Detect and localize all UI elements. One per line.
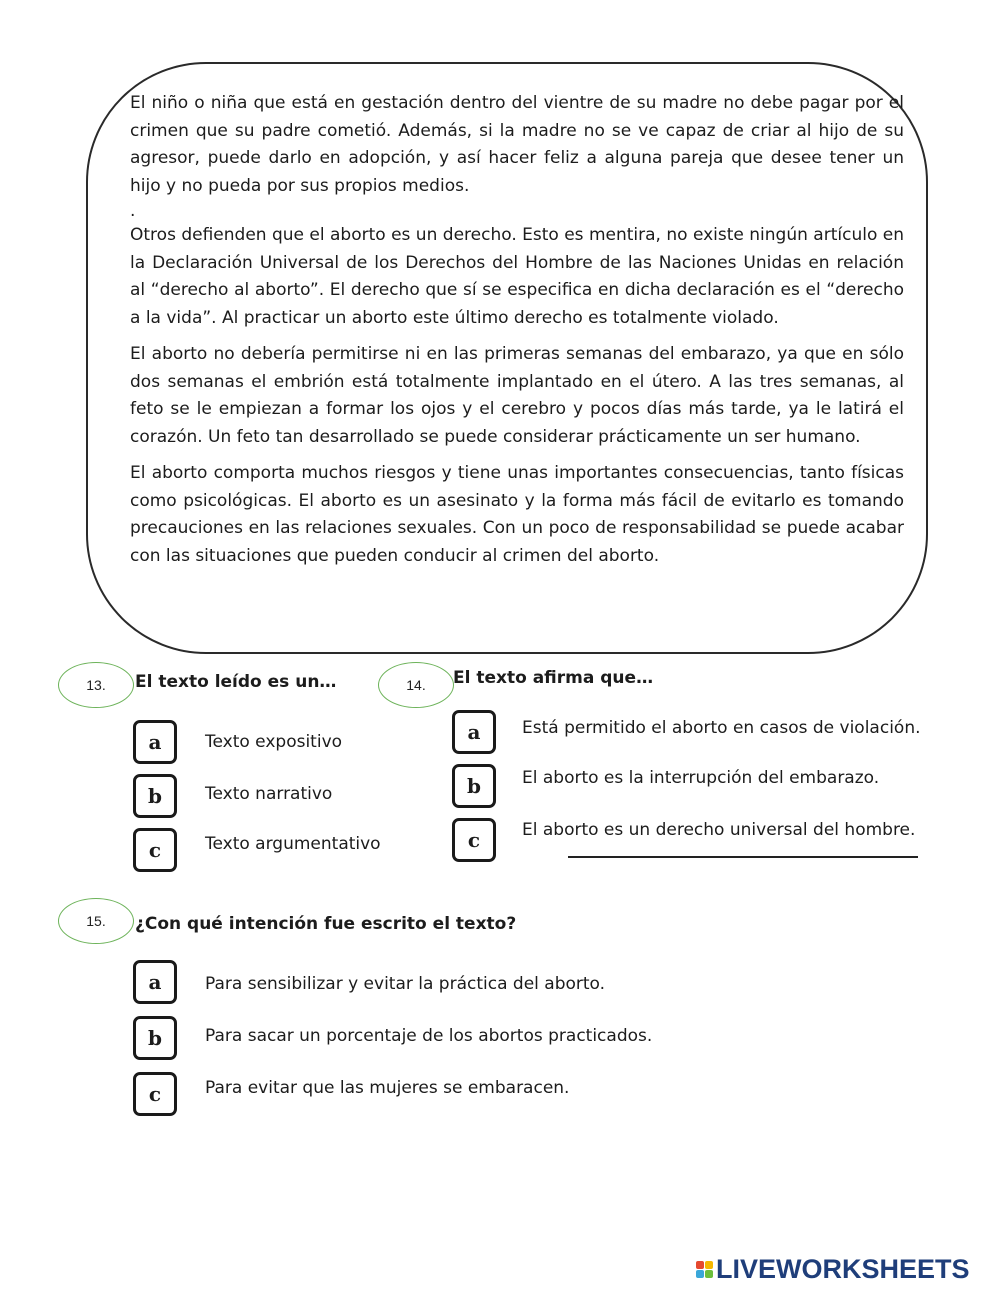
q15-option-a-box[interactable]: a [133,960,177,1004]
q15-option-b-box[interactable]: b [133,1016,177,1060]
q13-option-c-box[interactable]: c [133,828,177,872]
q15-option-a-text: Para sensibilizar y evitar la práctica del aborto. [205,974,606,994]
question-14-text: El texto afirma que… [453,668,654,688]
q13-option-b-text: Texto narrativo [205,784,333,804]
q14-option-c-box[interactable]: c [452,818,496,862]
paragraph-dot: . [130,201,136,221]
q14-option-b-text: El aborto es la interrupción del embarazo. [522,768,880,788]
q15-option-c-text: Para evitar que las mujeres se embaracen. [205,1078,570,1098]
q14-option-a-text: Está permitido el aborto en casos de violación. [522,718,921,738]
liveworksheets-logo-icon [696,1261,713,1278]
paragraph-2: Otros defienden que el aborto es un derecho. Esto es mentira, no existe ningún artículo en la Declaración Universal de los Derechos del Hombre de las Naciones Unidas en relación al “derecho al aborto”. El derecho que sí se especifica en dicha declaración es el “derecho a la vida”. Al practicar un aborto este último derecho es totalmente violado. [130,225,904,328]
q14-option-c-text: El aborto es un derecho universal del hombre. [522,820,916,840]
q15-option-b-text: Para sacar un porcentaje de los abortos practicados. [205,1026,653,1046]
paragraph-4: El aborto comporta muchos riesgos y tiene unas importantes consecuencias, tanto físicas como psicológicas. El aborto es un asesinato y la forma más fácil de evitarlo es tomando precauciones en las relaciones sexuales. Con un poco de responsabilidad se puede acabar con las situaciones que pueden conducir al crimen del aborto. [130,463,904,566]
q14-option-b-box[interactable]: b [452,764,496,808]
question-15-text: ¿Con qué intención fue escrito el texto? [135,914,517,934]
q14-option-a-box[interactable]: a [452,710,496,754]
question-13-text: El texto leído es un… [135,672,337,692]
question-15-number: 15. [58,898,134,944]
q13-option-b-box[interactable]: b [133,774,177,818]
q13-option-a-text: Texto expositivo [205,732,343,752]
brand-name: LIVEWORKSHEETS [716,1254,970,1284]
paragraph-3: El aborto no debería permitirse ni en las primeras semanas del embarazo, ya que en sólo dos semanas el embrión está totalmente implantado en el útero. A las tres semanas, al feto se le empiezan a formar los ojos y el cerebro y pocos días más tarde, ya le latirá el corazón. Un feto tan desarrollado se puede considerar prácticamente un ser humano. [130,344,904,447]
question-14-number: 14. [378,662,454,708]
paragraph-1: El niño o niña que está en gestación dentro del vientre de su madre no debe pagar por el crimen que su padre cometió. Además, si la madre no se ve capaz de criar al hijo de su agresor, puede darlo en adopción, y así hacer feliz a alguna pareja que desee tener un hijo y no pueda por sus propios medios. [130,93,904,196]
reading-passage [130,90,904,570]
question-13-number: 13. [58,662,134,708]
answer-underline [568,856,918,858]
liveworksheets-brand[interactable] [696,1254,970,1285]
q15-option-c-box[interactable]: c [133,1072,177,1116]
q13-option-a-box[interactable]: a [133,720,177,764]
q13-option-c-text: Texto argumentativo [205,834,381,854]
